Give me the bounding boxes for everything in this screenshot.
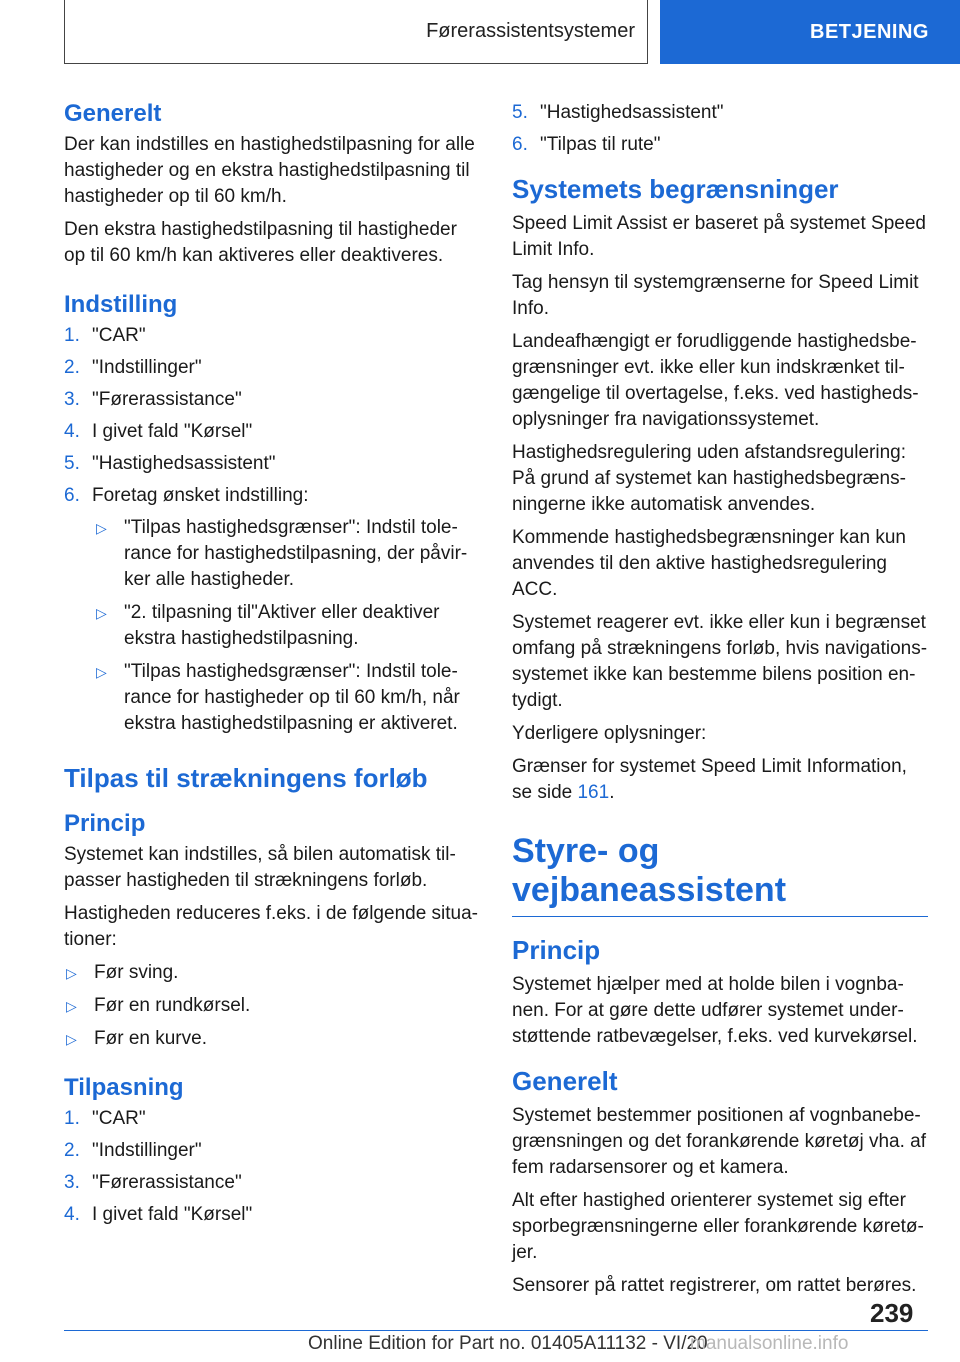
heading-princip: Princip	[512, 935, 601, 965]
step-number: 6.	[64, 485, 80, 506]
list-item	[94, 515, 480, 593]
list-item	[64, 993, 480, 1019]
paragraph: Systemet bestemmer positionen af vognbanebe‐grænsningen og det forankørende køretøj vha. af fem radarsensorer og et kamera.	[512, 1105, 927, 1178]
page-link[interactable]: 161	[577, 782, 610, 803]
step-number: 4.	[64, 1204, 80, 1225]
paragraph: Hastigheden reduceres f.eks. i de følgende situa‐tioner:	[64, 903, 479, 950]
list-item	[64, 419, 480, 445]
paragraph: Kommende hastighedsbegrænsninger kan kun anvendes til den aktive hastighedsregulering ACC.	[512, 527, 906, 600]
heading-styre-og-vejbaneassistent: Styre- og vejbaneassistent	[512, 832, 928, 917]
step-number: 1.	[64, 325, 80, 346]
step-number: 6.	[512, 134, 528, 155]
paragraph: Sensorer på rattet registrerer, om rattet berøres.	[512, 1275, 917, 1296]
triangle-bullet-icon: ▷	[66, 965, 77, 981]
list-item	[64, 1026, 480, 1052]
heading-tilpasning: Tilpasning	[64, 1074, 184, 1101]
heading-generelt: Generelt	[64, 100, 162, 127]
step-text: "Førerassistance"	[92, 389, 242, 410]
step-text: Foretag ønsket indstilling:	[92, 485, 309, 506]
heading-princip: Princip	[64, 810, 146, 837]
list-item	[64, 1202, 480, 1228]
step-text: "Hastighedsassistent"	[92, 453, 276, 474]
options-list	[94, 515, 480, 737]
paragraph: Systemet reagerer evt. ikke eller kun i begrænset omfang på strækningens forløb, hvis navigations‐systemet ikke kan bestemme bilens position en‐tydigt.	[512, 612, 928, 711]
left-column	[64, 100, 480, 1234]
list-item	[94, 659, 480, 737]
list-item	[64, 1106, 480, 1132]
step-text: "Indstillinger"	[92, 1140, 202, 1161]
paragraph: Systemet kan indstilles, så bilen automatisk til‐passer hastigheden til strækningens forløb.	[64, 844, 456, 891]
steps-list	[64, 1106, 480, 1228]
step-number: 5.	[512, 102, 528, 123]
step-text: "Tilpas til rute"	[540, 134, 661, 155]
footer-divider	[64, 1330, 928, 1331]
paragraph: Den ekstra hastighedstilpasning til hastigheder op til 60 km/h kan aktiveres eller deaktiveres.	[64, 219, 457, 266]
step-text: "CAR"	[92, 1108, 146, 1129]
option-text: "Tilpas hastighedsgrænser": Indstil tole‐rance for hastigheder op til 60 km/h, når ekstra hastighedstilpasning er aktiveret.	[124, 661, 460, 734]
triangle-bullet-icon: ▷	[96, 520, 107, 536]
bullet-text: Før sving.	[94, 962, 179, 983]
step-number: 3.	[64, 389, 80, 410]
right-column	[512, 100, 928, 1306]
list-item	[64, 1138, 480, 1164]
paragraph: Der kan indstilles en hastighedstilpasning for alle hastigheder og en ekstra hastighedstilpasning til hastigheder op til 60 km/h.	[64, 134, 475, 207]
steps-list	[512, 100, 928, 158]
option-text: "2. tilpasning til"Aktiver eller deaktiver ekstra hastighedstilpasning.	[124, 602, 440, 649]
step-number: 4.	[64, 421, 80, 442]
bullet-text: Før en rundkørsel.	[94, 995, 251, 1016]
triangle-bullet-icon: ▷	[66, 998, 77, 1014]
list-item	[64, 960, 480, 986]
paragraph: Yderligere oplysninger:	[512, 723, 707, 744]
list-item	[64, 451, 480, 477]
step-text: I givet fald "Kørsel"	[92, 1204, 253, 1225]
list-item	[94, 600, 480, 652]
footer-edition: Online Edition for Part no. 01405A11132 - VI/20	[308, 1333, 708, 1354]
step-text: "Førerassistance"	[92, 1172, 242, 1193]
list-item	[64, 323, 480, 349]
paragraph: Hastighedsregulering uden afstandsregulering: På grund af systemet kan hastighedsbegræns‐ningerne ikke automatisk anvendes.	[512, 442, 906, 515]
chapter-tab-label: BETJENING	[810, 20, 929, 43]
step-text: "Indstillinger"	[92, 357, 202, 378]
page-number: 239	[870, 1298, 914, 1328]
heading-generelt: Generelt	[512, 1066, 618, 1096]
list-item	[64, 1170, 480, 1196]
list-item	[512, 132, 928, 158]
step-text: "CAR"	[92, 325, 146, 346]
watermark: manualsonline.info	[690, 1333, 849, 1354]
heading-tilpas-til-straekningens-forloeb: Tilpas til strækningens forløb	[64, 763, 428, 793]
chapter-tab[interactable]	[660, 0, 960, 64]
list-item	[64, 483, 480, 509]
list-item	[64, 355, 480, 381]
paragraph: Tag hensyn til systemgrænserne for Speed Limit Info.	[512, 272, 919, 319]
triangle-bullet-icon: ▷	[96, 664, 107, 680]
paragraph-with-link	[512, 754, 928, 806]
step-number: 3.	[64, 1172, 80, 1193]
paragraph: Alt efter hastighed orienterer systemet sig efter sporbegrænsningerne eller forankørende køretø‐jer.	[512, 1190, 924, 1263]
option-text: "Tilpas hastighedsgrænser": Indstil tole‐rance for hastighedstilpasning, der påvir‐ker alle hastigheder.	[124, 517, 468, 590]
step-text: I givet fald "Kørsel"	[92, 421, 253, 442]
heading-systemets-begraensninger: Systemets begrænsninger	[512, 174, 839, 204]
ref-text: Grænser for systemet Speed Limit Information, se side	[512, 756, 907, 803]
paragraph: Speed Limit Assist er baseret på systemet Speed Limit Info.	[512, 213, 926, 260]
situations-list	[64, 960, 480, 1052]
paragraph: Systemet hjælper med at holde bilen i vognba‐nen. For at gøre dette udfører systemet under‐støttende ratbevægelser, f.eks. ved kurvekørsel.	[512, 974, 918, 1047]
step-number: 2.	[64, 357, 80, 378]
list-item	[512, 100, 928, 126]
bullet-text: Før en kurve.	[94, 1028, 207, 1049]
step-text: "Hastighedsassistent"	[540, 102, 724, 123]
steps-list	[64, 323, 480, 509]
step-number: 5.	[64, 453, 80, 474]
list-item	[64, 387, 480, 413]
section-title-text: Førerassistentsystemer	[426, 20, 635, 42]
triangle-bullet-icon: ▷	[96, 605, 107, 621]
triangle-bullet-icon: ▷	[66, 1031, 77, 1047]
header-section-title	[64, 0, 648, 64]
ref-end: .	[609, 782, 615, 803]
step-number: 2.	[64, 1140, 80, 1161]
paragraph: Landeafhængigt er forudliggende hastighedsbe‐grænsninger evt. ikke eller kun indskrænket til‐gængelige til overtagelse, f.eks. ved hastigheds‐oplysninger fra navigationssystemet.	[512, 331, 919, 430]
step-number: 1.	[64, 1108, 80, 1129]
heading-indstilling: Indstilling	[64, 291, 178, 318]
